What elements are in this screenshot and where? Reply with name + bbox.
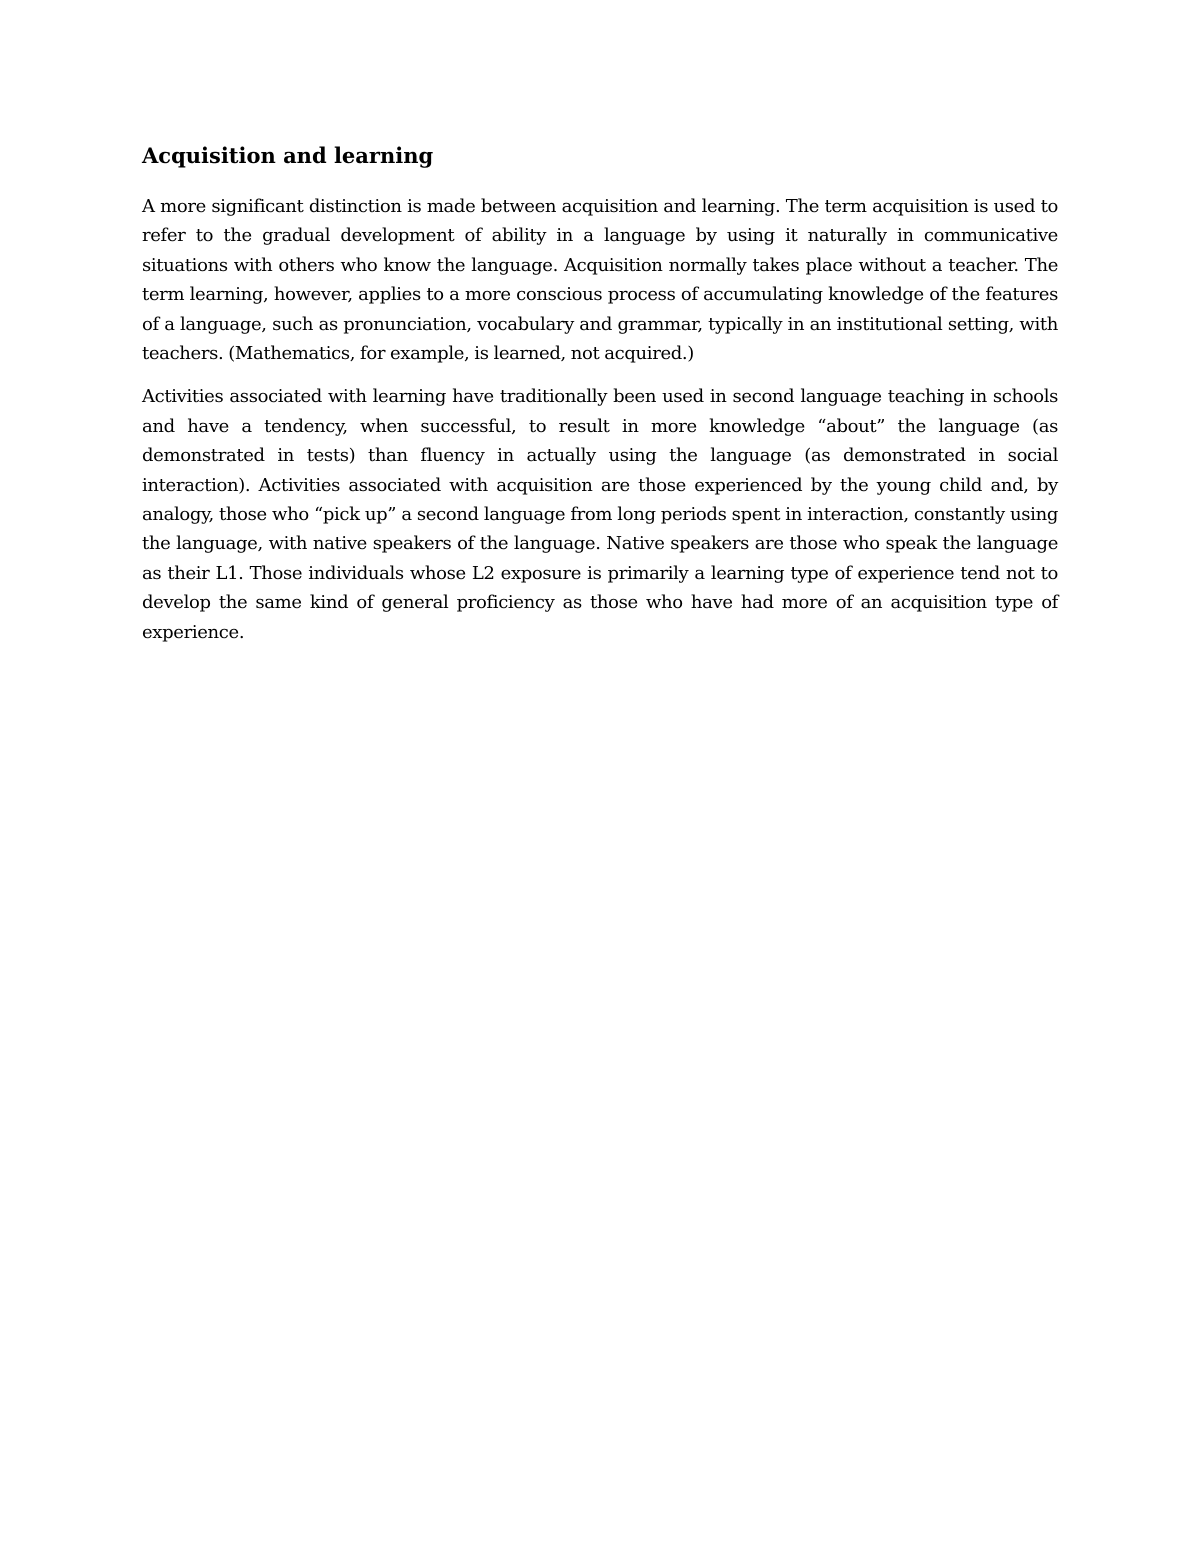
document-body: [142, 140, 1058, 661]
section-heading: Acquisition and learning: [142, 143, 434, 168]
paragraph-acquisition-vs-learning: A more significant distinction is made between acquisition and learning. The term acquisition is used to refer to the gradual development of ability in a language by using it naturally in communicative situations with others who know the language. Acquisition normally takes place without a teacher. The term learning, however, applies to a more conscious process of accumulating knowledge of the features of a language, such as pronunciation, vocabulary and grammar, typically in an institutional setting, with teachers. (Mathematics, for example, is learned, not acquired.): [142, 196, 1058, 365]
paragraph-learning-activities: Activities associated with learning have traditionally been used in second language teaching in schools and have a tendency, when successful, to result in more knowledge “about” the language (as demonstrated in tests) than fluency in actually using the language (as demonstrated in social interaction). Activities associated with acquisition are those experienced by the young child and, by analogy, those who “pick up” a second language from long periods spent in interaction, constantly using the language, with native speakers of the language. Native speakers are those who speak the language as their L1. Those individuals whose L2 exposure is primarily a learning type of experience tend not to develop the same kind of general proficiency as those who have had more of an acquisition type of experience.: [142, 386, 1058, 643]
